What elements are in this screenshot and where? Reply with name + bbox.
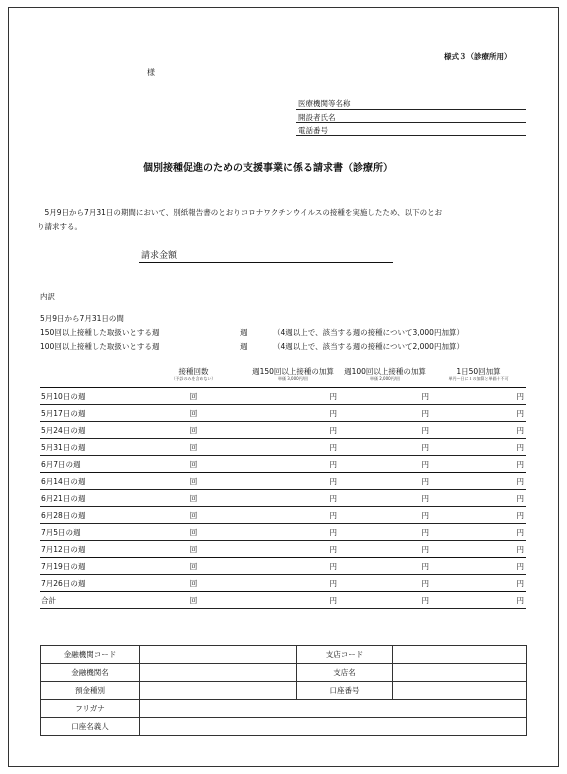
period-label: 5月9日から7月31日の間 — [40, 314, 124, 323]
addressee-suffix: 様 — [147, 68, 155, 77]
table-row — [40, 507, 526, 524]
count-cell[interactable]: 回 — [140, 507, 247, 524]
table-row — [40, 422, 526, 439]
table-row — [40, 541, 526, 558]
bank-row-codes — [41, 646, 527, 664]
bank-row-holder — [41, 718, 527, 736]
financial-institution-name-label: 金融機関名 — [41, 664, 140, 682]
count-cell[interactable]: 回 — [140, 575, 247, 592]
add150-cell[interactable]: 円 — [247, 456, 339, 473]
add150-cell[interactable]: 円 — [247, 541, 339, 558]
account-number-label: 口座番号 — [297, 682, 393, 700]
table-row — [40, 524, 526, 541]
phone-line — [296, 135, 526, 136]
add100-cell[interactable]: 円 — [339, 405, 431, 422]
count-cell[interactable]: 回 — [140, 524, 247, 541]
rule-100-unit: 週 — [240, 342, 248, 351]
week-label: 7月5日の週 — [40, 524, 140, 541]
count-cell[interactable]: 回 — [140, 439, 247, 456]
add150-cell[interactable]: 円 — [247, 388, 339, 405]
total-add150-cell[interactable]: 円 — [247, 592, 339, 609]
institution-name-line — [296, 109, 526, 110]
add100-cell[interactable]: 円 — [339, 439, 431, 456]
breakdown-label: 内訳 — [40, 292, 55, 301]
count-cell[interactable]: 回 — [140, 473, 247, 490]
total-daily50-cell[interactable]: 円 — [431, 592, 526, 609]
intro-text-line2: り請求する。 — [37, 222, 82, 231]
account-holder-field[interactable] — [140, 718, 527, 736]
branch-name-label: 支店名 — [297, 664, 393, 682]
account-holder-label: 口座名義人 — [41, 718, 140, 736]
branch-code-label: 支店コード — [297, 646, 393, 664]
header-100-note: 単価 2,000円/回 — [369, 376, 401, 381]
daily50-cell[interactable]: 円 — [431, 439, 526, 456]
table-row — [40, 405, 526, 422]
table-row — [40, 388, 526, 405]
add100-cell[interactable]: 円 — [339, 456, 431, 473]
count-cell[interactable]: 回 — [140, 388, 247, 405]
daily50-cell[interactable]: 円 — [431, 507, 526, 524]
bank-info-table — [40, 645, 527, 736]
daily50-cell[interactable]: 円 — [431, 405, 526, 422]
week-label: 6月14日の週 — [40, 473, 140, 490]
daily50-cell[interactable]: 円 — [431, 473, 526, 490]
daily50-cell[interactable]: 円 — [431, 388, 526, 405]
week-label: 7月26日の週 — [40, 575, 140, 592]
header-daily50: 1日50回加算 単円～日に１の加算と単価十不可 — [431, 367, 526, 388]
week-label: 7月19日の週 — [40, 558, 140, 575]
bank-row-names — [41, 664, 527, 682]
add100-cell[interactable]: 円 — [339, 388, 431, 405]
add150-cell[interactable]: 円 — [247, 405, 339, 422]
table-row — [40, 490, 526, 507]
branch-name-field[interactable] — [393, 664, 527, 682]
deposit-type-field[interactable] — [140, 682, 297, 700]
institution-name-label: 医療機関等名称 — [298, 99, 351, 108]
claim-amount-label: 請求金額 — [141, 251, 178, 261]
header-150: 週150回以上接種の加算 単価 3,000円/回 — [247, 367, 339, 388]
header-count: 接種回数 （予診のみを含めない） — [140, 367, 247, 388]
add150-cell[interactable]: 円 — [247, 507, 339, 524]
count-cell[interactable]: 回 — [140, 541, 247, 558]
phone-label: 電話番号 — [298, 126, 328, 135]
total-add100-cell[interactable]: 円 — [339, 592, 431, 609]
furigana-field[interactable] — [140, 700, 527, 718]
week-label: 6月7日の週 — [40, 456, 140, 473]
count-cell[interactable]: 回 — [140, 405, 247, 422]
add100-cell[interactable]: 円 — [339, 575, 431, 592]
financial-institution-name-field[interactable] — [140, 664, 297, 682]
rule-100-label: 100回以上接種した取扱いとする週 — [40, 342, 160, 351]
add100-cell[interactable]: 円 — [339, 490, 431, 507]
form-id: 様式３（診療所用） — [444, 52, 512, 61]
add150-cell[interactable]: 円 — [247, 422, 339, 439]
document-title: 個別接種促進のための支援事業に係る請求書（診療所） — [143, 163, 393, 174]
financial-institution-code-field[interactable] — [140, 646, 297, 664]
add100-cell[interactable]: 円 — [339, 507, 431, 524]
deposit-type-label: 預金種別 — [41, 682, 140, 700]
breakdown-table — [40, 367, 526, 609]
week-label: 5月10日の週 — [40, 388, 140, 405]
count-cell[interactable]: 回 — [140, 558, 247, 575]
intro-text-line1: 5月9日から7月31日の期間において、別紙報告書のとおりコロナワクチンウイルスの接種を実施したため、以下のとお — [37, 208, 443, 217]
daily50-cell[interactable]: 円 — [431, 524, 526, 541]
table-row — [40, 473, 526, 490]
daily50-cell[interactable]: 円 — [431, 558, 526, 575]
table-row — [40, 558, 526, 575]
daily50-cell[interactable]: 円 — [431, 422, 526, 439]
add150-cell[interactable]: 円 — [247, 473, 339, 490]
count-cell[interactable]: 回 — [140, 490, 247, 507]
count-cell[interactable]: 回 — [140, 422, 247, 439]
add100-cell[interactable]: 円 — [339, 473, 431, 490]
daily50-cell[interactable]: 円 — [431, 490, 526, 507]
add100-cell[interactable]: 円 — [339, 541, 431, 558]
add150-cell[interactable]: 円 — [247, 524, 339, 541]
add100-cell[interactable]: 円 — [339, 422, 431, 439]
daily50-cell[interactable]: 円 — [431, 541, 526, 558]
bank-row-furigana — [41, 700, 527, 718]
week-label: 6月28日の週 — [40, 507, 140, 524]
header-100: 週100回以上接種の加算 単価 2,000円/回 — [339, 367, 431, 388]
add150-cell[interactable]: 円 — [247, 490, 339, 507]
rule-100-note: （4週以上で、該当する週の接種について2,000円加算） — [273, 342, 464, 351]
table-row — [40, 456, 526, 473]
add100-cell[interactable]: 円 — [339, 524, 431, 541]
total-count-cell[interactable]: 回 — [140, 592, 247, 609]
branch-code-field[interactable] — [393, 646, 527, 664]
rule-150-label: 150回以上接種した取扱いとする週 — [40, 328, 160, 337]
add150-cell[interactable]: 円 — [247, 575, 339, 592]
week-label: 7月12日の週 — [40, 541, 140, 558]
week-label: 6月21日の週 — [40, 490, 140, 507]
total-row — [40, 592, 526, 609]
header-daily50-note: 単円～日に１の加算と単価十不可 — [448, 376, 509, 381]
header-count-note: （予診のみを含めない） — [171, 376, 216, 381]
add100-cell[interactable]: 円 — [339, 558, 431, 575]
week-label: 5月24日の週 — [40, 422, 140, 439]
week-label: 5月31日の週 — [40, 439, 140, 456]
daily50-cell[interactable]: 円 — [431, 456, 526, 473]
furigana-label: フリガナ — [41, 700, 140, 718]
total-label: 合計 — [40, 592, 140, 609]
table-row — [40, 439, 526, 456]
count-cell[interactable]: 回 — [140, 456, 247, 473]
rule-150-note: （4週以上で、該当する週の接種について3,000円加算） — [273, 328, 464, 337]
account-number-field[interactable] — [393, 682, 527, 700]
add150-cell[interactable]: 円 — [247, 439, 339, 456]
header-150-note: 単価 3,000円/回 — [277, 376, 309, 381]
founder-name-label: 開設者氏名 — [298, 113, 336, 122]
daily50-cell[interactable]: 円 — [431, 575, 526, 592]
claim-amount-line — [139, 262, 393, 263]
bank-row-account — [41, 682, 527, 700]
add150-cell[interactable]: 円 — [247, 558, 339, 575]
table-row — [40, 575, 526, 592]
financial-institution-code-label: 金融機関コード — [41, 646, 140, 664]
table-header-row — [40, 367, 526, 388]
week-label: 5月17日の週 — [40, 405, 140, 422]
founder-name-line — [296, 122, 526, 123]
header-week — [40, 367, 140, 388]
rule-150-unit: 週 — [240, 328, 248, 337]
